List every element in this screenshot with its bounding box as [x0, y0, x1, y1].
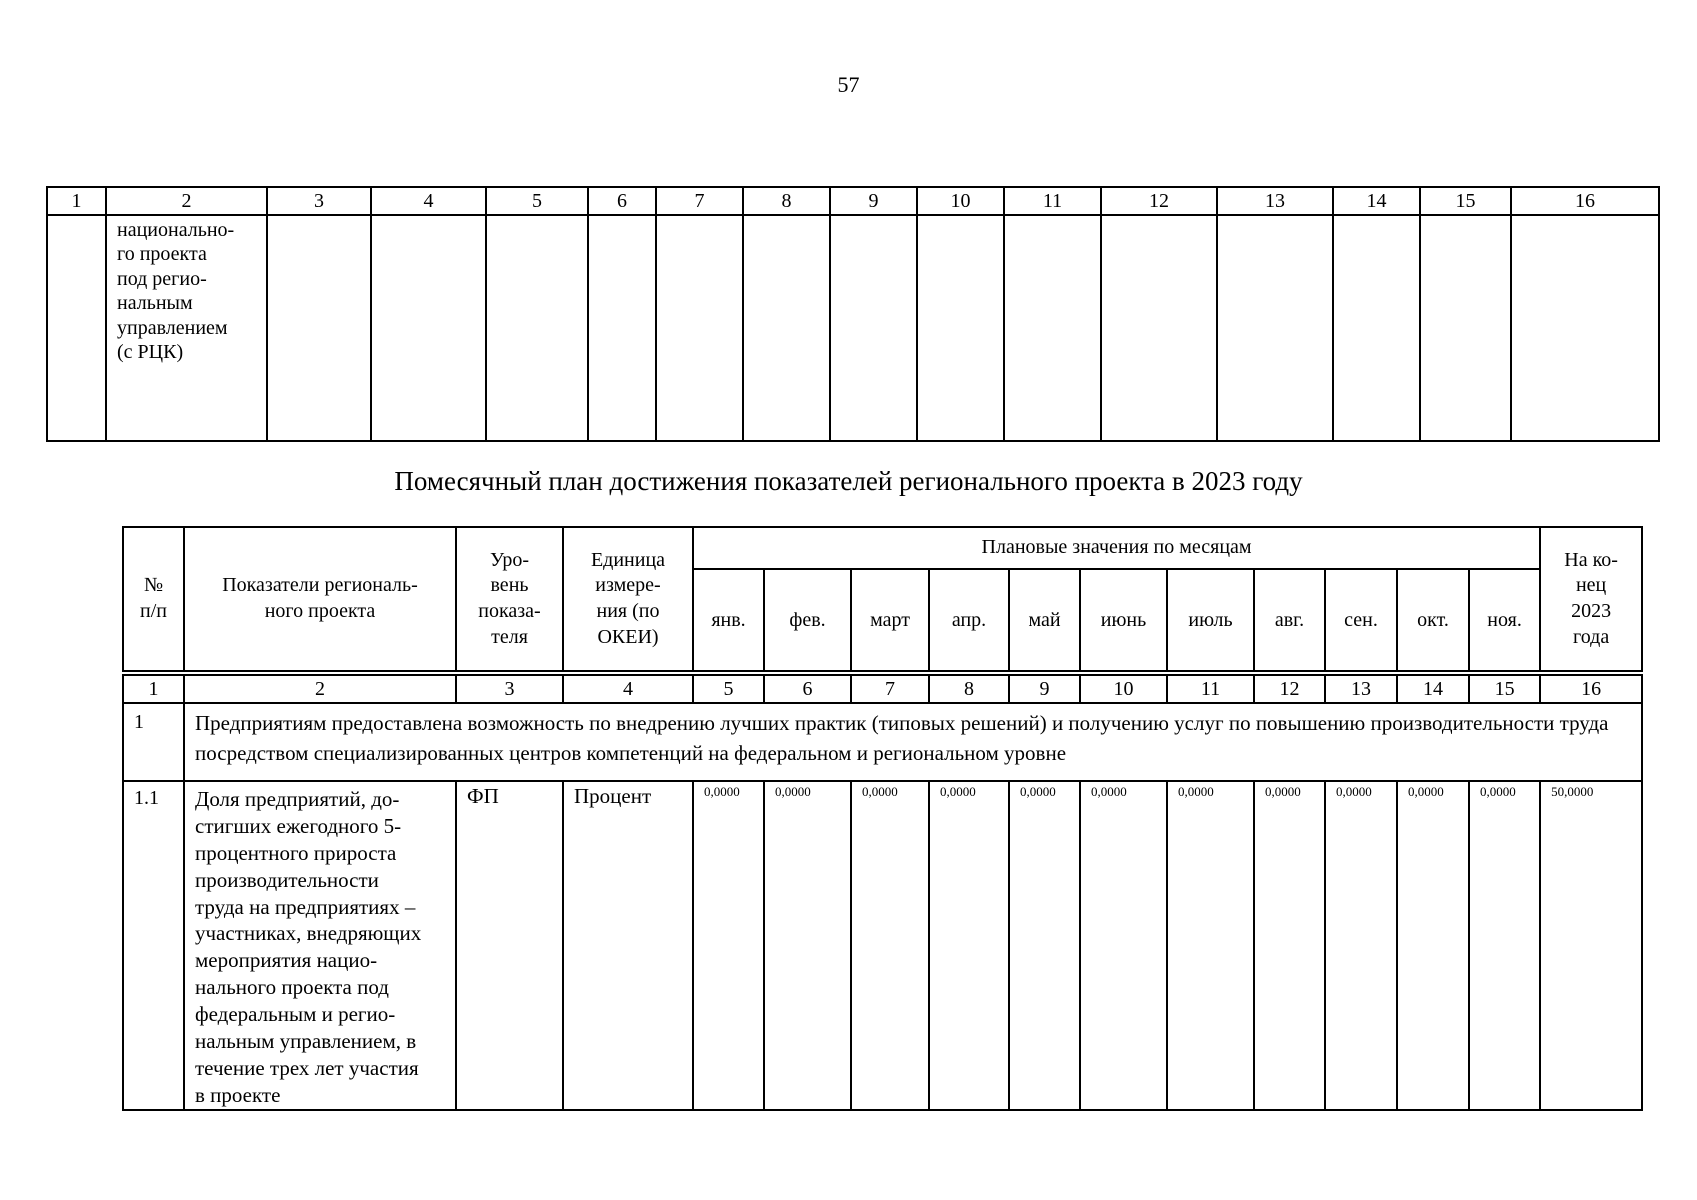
header-no: № п/п [123, 527, 184, 671]
empty-cell [47, 215, 106, 441]
group-row [123, 703, 1642, 781]
col-number: 14 [1397, 675, 1469, 703]
col-number: 3 [456, 675, 563, 703]
empty-cell [1217, 215, 1333, 441]
col-number: 13 [1325, 675, 1397, 703]
col-number: 15 [1420, 187, 1511, 215]
col-number: 5 [486, 187, 588, 215]
col-number: 12 [1101, 187, 1217, 215]
empty-cell [371, 215, 486, 441]
month-value: 0,0000 [1397, 781, 1469, 1110]
header-plan-by-month: Плановые значения по месяцам [693, 527, 1540, 569]
month-value: 0,0000 [693, 781, 764, 1110]
header-row [123, 527, 1642, 569]
header-level: Уро- вень показа- теля [456, 527, 563, 671]
indicator-text: национально- го проекта под регио- нальным управлением (с РЦК) [117, 219, 235, 363]
empty-cell [830, 215, 917, 441]
empty-cell [267, 215, 371, 441]
monthly-plan-table [122, 526, 1643, 1111]
col-number: 2 [184, 675, 456, 703]
col-number: 4 [371, 187, 486, 215]
month-header: апр. [929, 569, 1009, 671]
col-number: 7 [656, 187, 743, 215]
month-header: март [851, 569, 929, 671]
header-unit: Единица измере- ния (по ОКЕИ) [563, 527, 693, 671]
col-number: 14 [1333, 187, 1420, 215]
col-number: 3 [267, 187, 371, 215]
indicator-row [123, 781, 1642, 1110]
col-number: 1 [47, 187, 106, 215]
col-number: 15 [1469, 675, 1540, 703]
empty-cell [917, 215, 1004, 441]
month-header: май [1009, 569, 1080, 671]
month-value: 0,0000 [1325, 781, 1397, 1110]
month-header: янв. [693, 569, 764, 671]
month-header: сен. [1325, 569, 1397, 671]
empty-cell [656, 215, 743, 441]
month-value: 0,0000 [929, 781, 1009, 1110]
month-value: 0,0000 [1080, 781, 1167, 1110]
col-number: 16 [1511, 187, 1659, 215]
empty-cell [486, 215, 588, 441]
month-value: 0,0000 [1469, 781, 1540, 1110]
continuation-row [47, 215, 1659, 441]
empty-cell [1101, 215, 1217, 441]
header-year-end: На ко- нец 2023 года [1540, 527, 1642, 671]
col-number: 6 [764, 675, 851, 703]
column-number-row [123, 675, 1642, 703]
month-header: фев. [764, 569, 851, 671]
month-value: 0,0000 [1009, 781, 1080, 1110]
indicator-level: ФП [456, 781, 563, 1110]
col-number: 2 [106, 187, 267, 215]
col-number: 1 [123, 675, 184, 703]
month-value: 0,0000 [851, 781, 929, 1110]
col-number: 13 [1217, 187, 1333, 215]
month-value: 0,0000 [1254, 781, 1325, 1110]
empty-cell [1420, 215, 1511, 441]
header-indicator: Показатели региональ- ного проекта [184, 527, 456, 671]
group-text: Предприятиям предоставлена возможность по внедрению лучших практик (типовых решений) и получению услуг по повышению производительности труда посредством специализированных центров компетенций на федеральном и региональном уровне [184, 703, 1642, 781]
col-number: 9 [830, 187, 917, 215]
empty-cell [743, 215, 830, 441]
col-number: 6 [588, 187, 656, 215]
column-number-row [47, 187, 1659, 215]
col-number: 16 [1540, 675, 1642, 703]
year-end-value: 50,0000 [1540, 781, 1642, 1110]
indicator-unit: Процент [563, 781, 693, 1110]
month-value: 0,0000 [764, 781, 851, 1110]
col-number: 7 [851, 675, 929, 703]
col-number: 12 [1254, 675, 1325, 703]
empty-cell [1333, 215, 1420, 441]
month-header: окт. [1397, 569, 1469, 671]
col-number: 11 [1004, 187, 1101, 215]
row-number: 1.1 [123, 781, 184, 1110]
col-number: 9 [1009, 675, 1080, 703]
empty-cell [588, 215, 656, 441]
continuation-table [46, 186, 1660, 442]
col-number: 10 [1080, 675, 1167, 703]
empty-cell [1511, 215, 1659, 441]
section-title: Помесячный план достижения показателей регионального проекта в 2023 году [394, 466, 1303, 496]
col-number: 11 [1167, 675, 1254, 703]
month-header: июнь [1080, 569, 1167, 671]
col-number: 5 [693, 675, 764, 703]
indicator-name: Доля предприятий, до- стигших ежегодного 5- процентного прироста производительности труда на предприятиях – участниках, внедряющих мероприятия нацио- нального проекта под федеральным и регио- нальным управлением, в течение трех лет участия в проекте [184, 781, 456, 1110]
col-number: 8 [743, 187, 830, 215]
col-number: 10 [917, 187, 1004, 215]
empty-cell [1004, 215, 1101, 441]
month-header: авг. [1254, 569, 1325, 671]
col-number: 4 [563, 675, 693, 703]
col-number: 8 [929, 675, 1009, 703]
group-number: 1 [123, 703, 184, 781]
indicator-text-cell [106, 215, 267, 441]
month-header: ноя. [1469, 569, 1540, 671]
month-value: 0,0000 [1167, 781, 1254, 1110]
month-header: июль [1167, 569, 1254, 671]
page-number: 57 [837, 72, 860, 97]
